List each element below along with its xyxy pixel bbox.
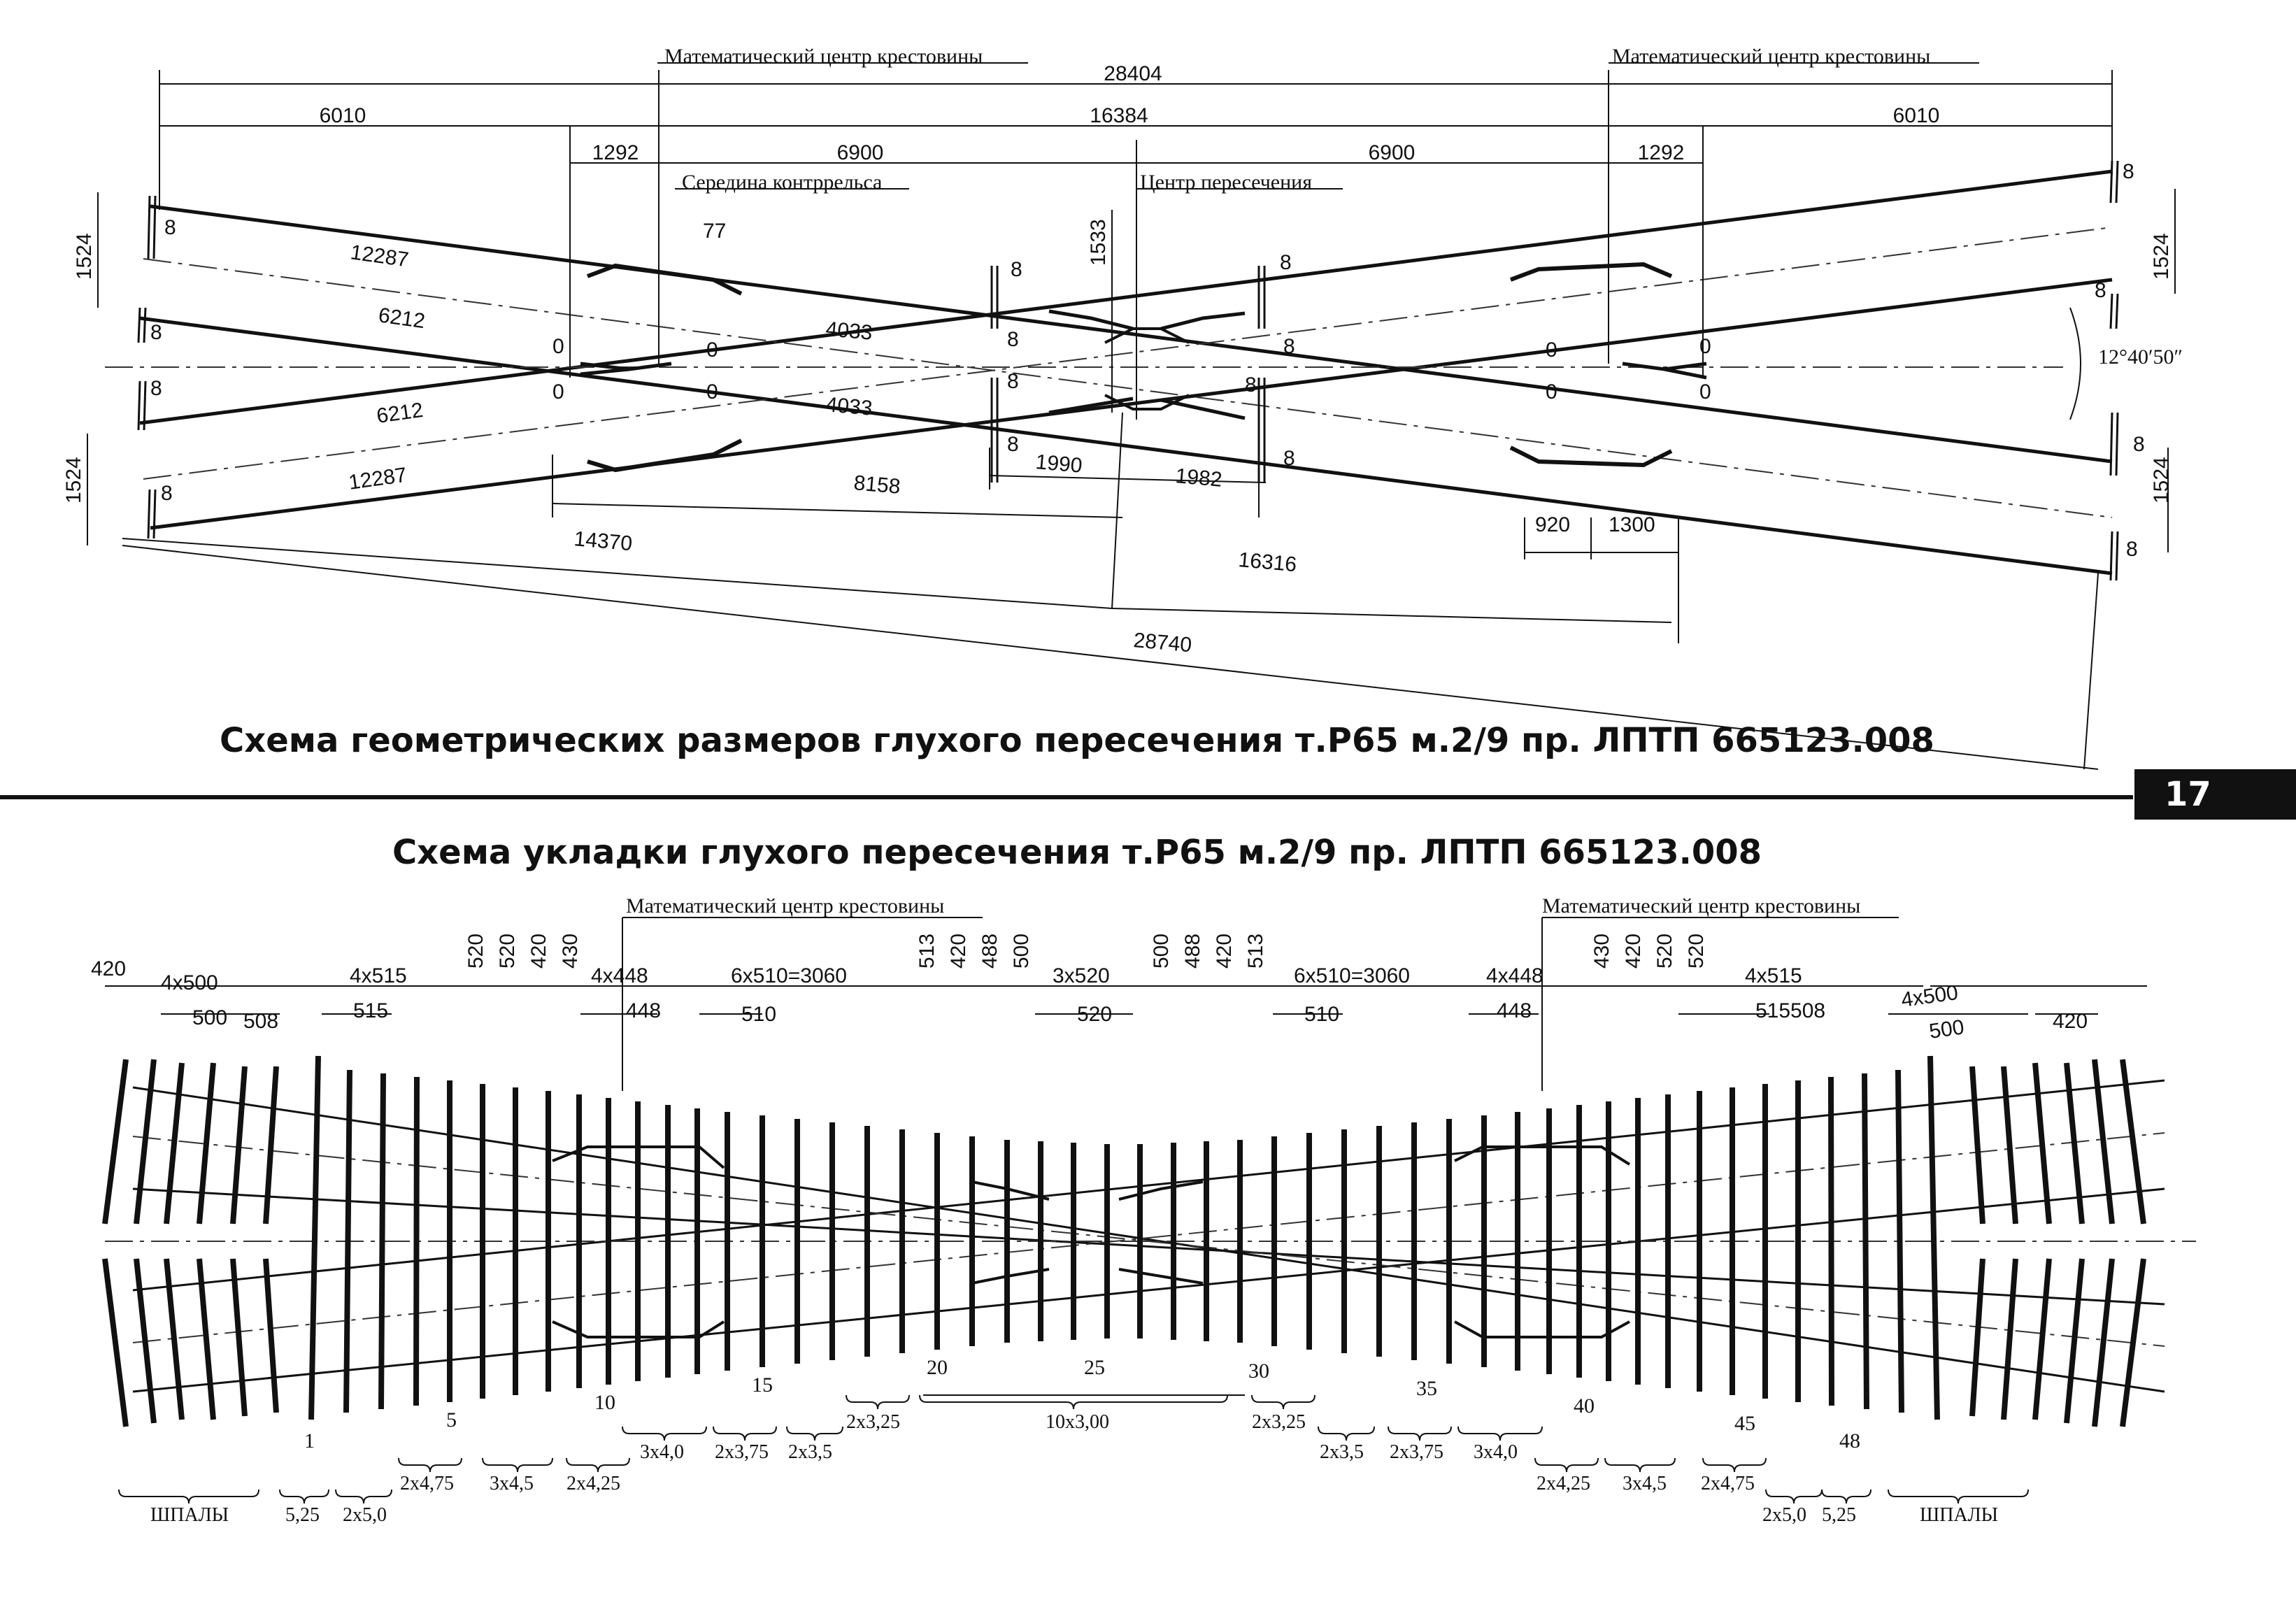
gap-8: 8 [1007, 370, 1019, 393]
spacing-value: 420 [527, 933, 550, 969]
bottom-dim: 2x3,25 [846, 1411, 900, 1433]
sleeper-number: 48 [1839, 1429, 1860, 1452]
dim-8158: 8158 [853, 471, 901, 499]
crossing-point [1119, 1269, 1203, 1283]
gap-8: 8 [150, 377, 162, 400]
rail-line [150, 206, 2112, 462]
spacing-value: 3x520 [1053, 964, 1110, 987]
dim-6010-left: 6010 [319, 104, 366, 127]
spacing-value: 515 [353, 999, 389, 1022]
top-scheme [62, 45, 2183, 769]
sleeper [166, 1063, 182, 1224]
page-number: 17 [2165, 775, 2211, 814]
spacing-value: 510 [741, 1003, 777, 1026]
guard-rail [1511, 448, 1671, 465]
sleeper-number: 35 [1416, 1377, 1437, 1400]
gap-8: 8 [150, 321, 162, 344]
spacing-value: 420 [91, 957, 127, 980]
spacing-value: 6x510=3060 [731, 964, 847, 987]
frog-left [580, 369, 629, 374]
sleeper-number: 5 [446, 1408, 457, 1431]
sleeper [1864, 1073, 1867, 1409]
dim-4033-top: 4033 [825, 317, 874, 345]
zero: 0 [552, 380, 564, 404]
spacing-value: 420 [2053, 1010, 2088, 1033]
spacing-value: 513 [915, 933, 939, 969]
bottom-dim: 2x4,25 [1536, 1473, 1590, 1494]
guard-rail [1511, 264, 1671, 280]
sleeper [2095, 1259, 2112, 1427]
spacing-value: 4x500 [161, 971, 218, 994]
sleeper-number: 25 [1084, 1356, 1105, 1379]
sleeper [2004, 1066, 2016, 1224]
guard-rail [1455, 1147, 1630, 1164]
dim-16316: 16316 [1237, 548, 1298, 577]
sleeper [1972, 1066, 1983, 1224]
spacing-value: 500 [192, 1006, 228, 1029]
dim-1524-bl: 1524 [62, 457, 85, 504]
dim-1300: 1300 [1609, 513, 1655, 536]
sleeper-number: 20 [927, 1356, 948, 1379]
spacing-value: 4x448 [591, 964, 648, 987]
bottom-dim: 5,25 [285, 1504, 320, 1526]
spacing-value: 513 [1244, 933, 1267, 969]
zero: 0 [1699, 335, 1711, 358]
bottom-dim: 2x4,25 [566, 1473, 620, 1494]
spacing-values [91, 934, 2088, 1043]
spacing-value: 420 [947, 933, 970, 969]
gap-8: 8 [1283, 447, 1295, 470]
spacing-value: 520 [464, 933, 487, 969]
track-axis [143, 227, 2112, 479]
bottom-dim: 2x5,0 [1762, 1504, 1806, 1526]
bottom-scheme [91, 833, 2196, 1526]
spacing-value: 4x500 [1899, 980, 1960, 1012]
sleeper [2004, 1259, 2016, 1420]
sleeper [1930, 1056, 1937, 1420]
sleeper [2035, 1259, 2049, 1420]
gap-8: 8 [2123, 160, 2134, 183]
math-center-left-label: Математический центр крестовины [626, 894, 945, 917]
spacing-value: 420 [1213, 933, 1236, 969]
math-center-left-label: Математический центр крестовины [664, 45, 983, 68]
sleeper [416, 1077, 417, 1406]
zero: 0 [552, 335, 564, 358]
spacing-value: 488 [978, 933, 1001, 969]
spacing-value: 4x515 [350, 964, 407, 987]
sleeper-number: 45 [1734, 1412, 1755, 1435]
bottom-dim: 3x4,5 [1623, 1473, 1667, 1494]
dim-1982: 1982 [1174, 464, 1223, 492]
dim-1524-br: 1524 [2150, 457, 2173, 504]
spacing-value: 508 [243, 1010, 279, 1033]
sleeper [381, 1073, 383, 1409]
bottom-dim: 2x5,0 [343, 1504, 387, 1526]
spacing-value: 510 [1304, 1003, 1340, 1026]
spacing-value: 500 [1150, 933, 1173, 969]
gap-8: 8 [1283, 335, 1295, 358]
spacing-value: 520 [496, 933, 519, 969]
spacing-value: 6x510=3060 [1294, 964, 1410, 987]
sleeper [1898, 1070, 1902, 1413]
gap-8: 8 [1280, 251, 1292, 274]
gap-8: 8 [2126, 538, 2138, 561]
spacing-value: 520 [1077, 1003, 1113, 1026]
bottom-dim: 2x3,25 [1252, 1411, 1306, 1433]
sleeper [266, 1259, 276, 1413]
dim-77: 77 [703, 220, 727, 243]
dim-6900-left: 6900 [836, 141, 884, 164]
sleeper-number: 30 [1248, 1359, 1269, 1383]
dim-6010-right: 6010 [1892, 104, 1940, 127]
bottom-dim: 2x4,75 [1701, 1473, 1755, 1494]
sleeper [1972, 1259, 1983, 1416]
zero: 0 [706, 380, 718, 404]
dim-1533: 1533 [1087, 219, 1110, 266]
gap-8: 8 [1007, 433, 1019, 456]
bottom-dim: 3x4,0 [1474, 1441, 1518, 1463]
zero: 0 [706, 338, 718, 362]
spacing-value: 500 [1927, 1015, 1966, 1043]
sleeper [105, 1059, 126, 1224]
crossing-center-label: Центр пересечения [1140, 171, 1313, 194]
spacing-value: 515508 [1755, 999, 1826, 1022]
sleeper-number: 10 [594, 1391, 615, 1414]
spacing-value: 448 [1497, 999, 1532, 1022]
zero: 0 [1546, 380, 1557, 404]
bottom-title: Схема укладки глухого пересечения т.Р65 м.2/9 пр. ЛПТП 665123.008 [392, 833, 1762, 872]
top-title: Схема геометрических размеров глухого пересечения т.Р65 м.2/9 пр. ЛПТП 665123.008 [220, 721, 1934, 760]
dim-6900-right: 6900 [1368, 141, 1416, 164]
guard-rail [1455, 1322, 1630, 1337]
rail-line [133, 1189, 2165, 1304]
sleeper [266, 1066, 276, 1224]
bottom-dim: 3x4,5 [490, 1473, 534, 1494]
dim-4033-bot: 4033 [825, 393, 874, 420]
sleeper [2095, 1059, 2112, 1224]
dim-1292-left: 1292 [592, 141, 639, 164]
bottom-dim: ШПАЛЫ [1920, 1504, 1999, 1526]
bottom-dim: 2x3,75 [1390, 1441, 1443, 1463]
crossing-point [972, 1182, 1049, 1199]
bottom-dim: 3x4,0 [640, 1441, 684, 1463]
sleeper [136, 1059, 154, 1224]
angle-label: 12°40′50″ [2098, 345, 2183, 369]
crossing-point [972, 1269, 1049, 1283]
bottom-dim: 2x3,5 [1320, 1441, 1364, 1463]
sleeper [233, 1066, 245, 1224]
bottom-dim: 2x4,75 [400, 1473, 454, 1494]
sleeper [1831, 1077, 1832, 1406]
dim-6212-top: 6212 [377, 304, 427, 334]
dim-920: 920 [1535, 513, 1571, 536]
rail-line [140, 318, 2112, 573]
sleeper-number: 40 [1574, 1394, 1595, 1418]
dimension-values [62, 62, 2173, 657]
sleeper [105, 1259, 126, 1427]
dim-14370: 14370 [573, 527, 634, 556]
math-center-right-label: Математический центр крестовины [1542, 894, 1861, 917]
dim-28740: 28740 [1132, 629, 1193, 657]
dim-1524-tr: 1524 [2150, 233, 2173, 280]
spacing-value: 430 [1590, 933, 1613, 969]
rail-line [133, 1087, 2165, 1392]
spacing-value: 448 [626, 999, 662, 1022]
spacing-dim-lines [105, 986, 2147, 1395]
gap-8: 8 [1011, 258, 1022, 281]
bottom-dim-values [150, 1411, 1998, 1526]
guard-rail-middle-label: Середина контррельса [682, 171, 883, 194]
dim-12287-bot: 12287 [347, 463, 408, 494]
sleeper [2035, 1063, 2049, 1224]
spacing-value: 500 [1010, 933, 1033, 969]
dim-total: 28404 [1104, 62, 1162, 85]
zero: 0 [1546, 338, 1557, 362]
sleeper [311, 1056, 318, 1420]
bottom-dim: ШПАЛЫ [150, 1504, 229, 1526]
rail-line [133, 1189, 2165, 1392]
angle-arc [2070, 308, 2081, 420]
dim-1524-tl: 1524 [73, 233, 96, 280]
crossing-point [1161, 313, 1245, 329]
rail-line [150, 280, 2112, 528]
frog-right [1664, 369, 1706, 378]
gap-markers [138, 161, 2118, 580]
gap-8: 8 [161, 482, 173, 505]
spacing-value: 520 [1653, 933, 1676, 969]
spacing-value: 488 [1181, 933, 1204, 969]
gap-8: 8 [1007, 328, 1019, 351]
spacing-value: 4x515 [1745, 964, 1802, 987]
gap-8: 8 [2095, 279, 2106, 302]
sleeper-numbers [304, 1356, 1860, 1452]
page-number-box [2134, 769, 2296, 820]
bottom-dim: 2x3,5 [788, 1441, 832, 1463]
dim-1292-right: 1292 [1637, 141, 1685, 164]
sleeper [346, 1070, 350, 1413]
spacing-value: 520 [1685, 933, 1708, 969]
gap-8: 8 [164, 216, 176, 239]
sleeper-number: 15 [752, 1373, 773, 1397]
spacing-value: 4x448 [1486, 964, 1543, 987]
spacing-value: 420 [1622, 933, 1645, 969]
sleeper [233, 1259, 245, 1416]
zero: 0 [1699, 380, 1711, 404]
dim-1990: 1990 [1034, 450, 1083, 478]
gap-8: 8 [2133, 433, 2145, 456]
rail-line [133, 1080, 2165, 1290]
sleeper [2067, 1259, 2082, 1423]
dim-12287-top: 12287 [349, 241, 411, 272]
math-center-right-label: Математический центр крестовины [1612, 45, 1931, 68]
dim-16384: 16384 [1090, 104, 1148, 127]
bottom-dim: 5,25 [1822, 1504, 1856, 1526]
gap-8: 8 [1245, 373, 1257, 397]
bottom-dim: 10x3,00 [1046, 1411, 1109, 1433]
spacing-value: 430 [559, 933, 582, 969]
dim-6212-bot: 6212 [375, 398, 425, 428]
sleeper-number: 1 [304, 1429, 315, 1452]
track-axis [133, 1133, 2165, 1343]
bottom-dim: 2x3,75 [715, 1441, 769, 1463]
